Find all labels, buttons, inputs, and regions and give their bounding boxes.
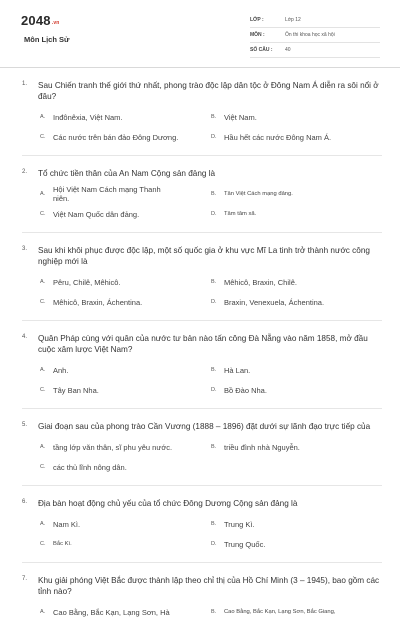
option-label: A.: [40, 367, 46, 373]
option-text: triều đình nhà Nguyễn.: [224, 442, 300, 452]
question-2: [22, 156, 382, 233]
answer-option-c[interactable]: [40, 204, 211, 224]
logo-suffix: .vn: [51, 20, 60, 26]
site-logo[interactable]: [21, 13, 60, 28]
meta-class-row: [250, 13, 380, 28]
option-text: Braxin, Venexuela, Áchentina.: [224, 297, 325, 307]
question-number: 2.: [22, 169, 28, 175]
exam-header: [0, 0, 400, 68]
option-text: Hà Lan.: [224, 365, 251, 375]
option-text: Việt Nam Quốc dân đảng.: [53, 209, 140, 219]
option-label: C.: [40, 299, 46, 305]
answer-option-c[interactable]: [40, 457, 382, 477]
answer-option-a[interactable]: [40, 272, 211, 292]
answer-option-b[interactable]: [211, 360, 382, 380]
option-label: B.: [211, 609, 217, 615]
meta-count-row: [250, 43, 380, 58]
question-6: [22, 486, 382, 563]
answer-option-a[interactable]: [40, 514, 211, 534]
question-text: Quân Pháp cùng với quân của nước tư bản nào tấn công Đà Nẵng vào năm 1858, mở đầu cuộc xâm lược Việt Nam?: [38, 334, 368, 354]
logo-text: 2048: [21, 13, 51, 28]
question-number: 5.: [22, 422, 28, 428]
option-label: B.: [211, 114, 217, 120]
meta-subject-value: Ôn thi khoa học xã hội: [285, 32, 335, 38]
option-text: Tâm tâm xã.: [224, 210, 257, 217]
option-text: Mêhicô, Braxin, Áchentina.: [53, 297, 143, 307]
answer-option-c[interactable]: [40, 534, 211, 554]
option-text: Mêhicô, Braxin, Chilê.: [224, 277, 297, 287]
question-4: [22, 321, 382, 409]
question-7: [22, 563, 382, 630]
option-label: A.: [40, 521, 46, 527]
option-text: Tân Việt Cách mạng đảng.: [224, 190, 293, 197]
meta-count-value: 40: [285, 47, 291, 53]
question-number: 1.: [22, 81, 28, 87]
meta-class-label: LỚP :: [250, 17, 264, 23]
option-label: C.: [40, 464, 46, 470]
question-5: [22, 409, 382, 486]
option-label: A.: [40, 191, 46, 197]
option-text: các thủ lĩnh nông dân.: [53, 462, 127, 472]
question-text: Giai đoạn sau của phong trào Cần Vương (1888 – 1896) đặt dưới sự lãnh đạo trực tiếp của: [38, 422, 371, 431]
option-text: Nam Kì.: [53, 519, 81, 529]
option-label: C.: [40, 134, 46, 140]
answer-option-d[interactable]: [211, 127, 382, 147]
answer-options: [22, 184, 382, 224]
answer-option-d[interactable]: [211, 534, 382, 554]
option-text: tầng lớp văn thân, sĩ phu yêu nước.: [53, 442, 173, 452]
option-text: Inđônêxia, Việt Nam.: [53, 112, 123, 122]
meta-subject-label: MÔN :: [250, 32, 265, 38]
answer-option-b[interactable]: [211, 514, 382, 534]
option-label: A.: [40, 279, 46, 285]
answer-option-b[interactable]: [211, 437, 382, 457]
option-text: Bắc Kì.: [53, 540, 72, 547]
exam-meta: [250, 13, 380, 58]
option-text: Hầu hết các nước Đông Nam Á.: [224, 132, 332, 142]
question-3: [22, 233, 382, 321]
option-label: B.: [211, 521, 217, 527]
option-text: Anh.: [53, 365, 69, 375]
question-number: 4.: [22, 334, 28, 340]
option-label: C.: [40, 387, 46, 393]
question-text: Tổ chức tiền thân của An Nam Cộng sản đảng là: [38, 169, 216, 178]
option-label: B.: [211, 191, 217, 197]
option-label: D.: [211, 211, 217, 217]
option-text: Tây Ban Nha.: [53, 385, 99, 395]
answer-option-d[interactable]: [211, 292, 382, 312]
option-label: B.: [211, 279, 217, 285]
option-text: Cao Bằng, Bắc Kạn, Lạng Sơn, Hà: [53, 607, 170, 617]
answer-option-b[interactable]: [211, 602, 382, 622]
option-label: B.: [211, 367, 217, 373]
answer-option-d[interactable]: [211, 204, 382, 224]
answer-options: [22, 107, 382, 147]
question-number: 7.: [22, 576, 28, 582]
option-label: A.: [40, 609, 46, 615]
answer-options: [22, 272, 382, 312]
option-text: Trung Quốc.: [224, 539, 266, 549]
option-label: D.: [211, 541, 217, 547]
answer-option-a[interactable]: [40, 602, 211, 622]
option-label: B.: [211, 444, 217, 450]
option-text: Bồ Đào Nha.: [224, 385, 267, 395]
option-label: D.: [211, 134, 217, 140]
answer-option-c[interactable]: [40, 380, 211, 400]
answer-option-c[interactable]: [40, 127, 211, 147]
option-label: A.: [40, 444, 46, 450]
question-number: 3.: [22, 246, 28, 252]
answer-options: [22, 360, 382, 400]
question-text: Địa bàn hoạt động chủ yếu của tổ chức Đông Dương Cộng sản đảng là: [38, 499, 298, 508]
option-label: D.: [211, 299, 217, 305]
question-text: Sau khi khôi phục được độc lập, một số quốc gia ở khu vực Mĩ La tinh trở thành nước công nghiệp mới là: [38, 246, 370, 266]
meta-class-value: Lớp 12: [285, 17, 301, 23]
meta-count-label: SỐ CÂU :: [250, 47, 273, 53]
option-label: C.: [40, 541, 46, 547]
answer-option-b[interactable]: [211, 184, 382, 204]
answer-option-a[interactable]: [40, 360, 211, 380]
answer-option-a[interactable]: [40, 184, 211, 204]
meta-subject-row: [250, 28, 380, 43]
answer-option-a[interactable]: [40, 107, 211, 127]
answer-option-b[interactable]: [211, 107, 382, 127]
question-text: Sau Chiến tranh thế giới thứ nhất, phong trào độc lập dân tộc ở Đông Nam Á diễn ra sôi nổi ở đâu?: [38, 81, 379, 101]
option-label: A.: [40, 114, 46, 120]
question-list: [0, 68, 400, 630]
option-text: Việt Nam.: [224, 112, 257, 122]
answer-options: [22, 602, 382, 622]
option-text: Trung Kì.: [224, 519, 255, 529]
option-text: Cao Bằng, Bắc Kạn, Lạng Sơn, Bắc Giang,: [224, 608, 336, 615]
answer-options: [22, 437, 382, 477]
answer-options: [22, 514, 382, 554]
answer-option-b[interactable]: [211, 272, 382, 292]
question-1: [22, 68, 382, 156]
answer-option-d[interactable]: [211, 380, 382, 400]
option-text: Pêru, Chilê, Mêhicô.: [53, 277, 121, 287]
question-text: Khu giải phóng Việt Bắc được thành lập theo chỉ thị của Hồ Chí Minh (3 – 1945), bao gồm các tỉnh nào?: [38, 576, 380, 596]
option-label: C.: [40, 211, 46, 217]
answer-option-a[interactable]: [40, 437, 211, 457]
question-number: 6.: [22, 499, 28, 505]
option-text: Hội Việt Nam Cách mạng Thanh niên.: [53, 185, 161, 203]
option-label: D.: [211, 387, 217, 393]
answer-option-c[interactable]: [40, 292, 211, 312]
subject-title: Môn Lịch Sử: [24, 35, 70, 44]
option-text: Các nước trên bán đảo Đông Dương.: [53, 132, 179, 142]
